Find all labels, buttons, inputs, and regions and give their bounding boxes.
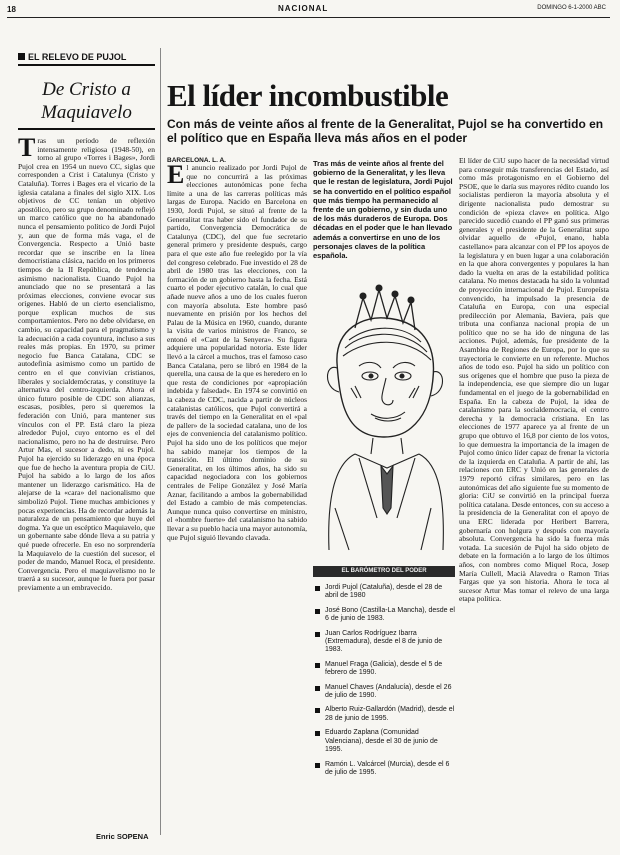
header-rule (7, 17, 610, 18)
list-item: Jordi Pujol (Cataluña), desde el 28 de abril de 1980 (313, 584, 455, 601)
section-bullet-icon (18, 53, 25, 60)
column-2-dropcap: E (167, 160, 185, 189)
list-item: Manuel Fraga (Galicia), desde el 5 de febrero de 1990. (313, 661, 455, 678)
box-list (313, 584, 455, 783)
page-number: 18 (7, 5, 16, 14)
issue-date: DOMINGO 6-1-2000 ABC (537, 5, 606, 11)
dateline: BARCELONA. L. A. (167, 157, 226, 164)
left-rule-top (18, 64, 155, 66)
box-title: EL BARÓMETRO DEL PODER (313, 566, 455, 577)
column-1-text: ras un período de reflexión intensamente religiosa (1948-50), en torno al grupo «Torres i Bages», Jordi Pujol crea en 1954 un nuevo CC, siglas que corresponden a Crist i Catalunya (Cristo y Cataluña). Torres i Bages era el vicario de la iglesia catalana a finales del siglo XIX. Los objetivos de CC tenían un objetivo apostólico, pero su grupo denominado reflejó un marco católico que no ha abandonado nunca el pensamiento político de Jordi Pujol y, aun que de forma más vaga, el de Convergencia. Respecto a Unió baste recordar que se inscribe en la línea democristiana clásica, nacido en los primeros tiempos de la II República, de tendencia asimismo nacionalista. Cuando Pujol ha anunciado que no se presentará a las próximas elecciones, conviene evocar sus orígenes. Habló de un cierto esencialismo, porque explican muchos de sus comportamientos. Pero no debe olvidarse, en cambio, su capacidad para el pragmatismo y la adecuación a cada coyuntura, incluso a sus reales más propias. En 1970, su primer negocio fue Banca Catalana, CDC se autodefinía asimismo como un partido de centro en el que convivían cristianos, liberales y socialdemócratas, y constituye la alternativa del centro-izquierda. Ahora el único futuro posible de CDC son alianzas, escasas, posibles, pero si queremos la federación con Unió, para mantener sus vínculos con el PP. Está claro la pieza alrededor Pujol, cuyo entorno es el del nacionalismo, pero no ha de destruirse. Pero Artur Mas, el sucesor a dedo, ni es Pujol. Pujol ha ejercido su liderazgo en una época que fue de hecho la aventura propia de CiU. Pujol ha sabido a lo largo de los años mantener un liderazgo carismático. Ha de alejarse de la «cara» del nacionalismo que simbolizó Pujol. Tiene muchas ambiciones y pocas experiencias. Ha de recordar además la naturaleza de un pensamiento que huye del dogma. Ya que un escéptico Maquiavelo, que un gobernante sabe dónde lleva a su patria y qué puede ofrecerle. En eso no sorprendería la Maquiavelo de la cuestión del sucesor, el poder de mando, Manuel Roca, el presidente. Convergencia. Pero el maquiavelismo no le traerá a su sucesor, aunque le fuera por pasar previamente a un embravecido. (18, 137, 155, 592)
headline: El líder incombustible (167, 78, 449, 113)
kicker-line-1: De Cristo a (42, 79, 131, 100)
list-item: Eduardo Zaplana (Comunidad Valenciana), desde el 30 de junio de 1995. (313, 729, 455, 754)
left-rule-bottom (18, 128, 155, 130)
bullet-icon (315, 686, 320, 691)
bullet-icon (315, 632, 320, 637)
section-label-text: EL RELEVO DE PUJOL (28, 52, 127, 62)
power-ranking-box (313, 566, 455, 846)
section-title: NACIONAL (278, 4, 329, 13)
bullet-icon (315, 586, 320, 591)
column-1 (18, 137, 155, 832)
list-item: Juan Carlos Rodríguez Ibarra (Extremadura), desde el 8 de junio de 1983. (313, 630, 455, 655)
bullet-icon (315, 663, 320, 668)
column-1-dropcap: T (18, 137, 36, 162)
column-2-text: l anuncio realizado por Jordi Pujol de que no concurrirá a las próximas elecciones autonómicas pone fecha límite a una de las carreras políticas más largas de Europa. Nacido en Barcelona en 1930, Jordi Pujol, se situó al frente de la Generalitat tras haber sido el fundador de su partido, Convergencia Democrática de Catalunya (CDC), del que fue secretario general primero y presidente después, cargo para el que este año fue reelegido por la vía del congreso celebrado. Fue investido el 28 de abril de 1980 tras las elecciones, con la formación de un gobierno hasta la fecha. Está cuarto el poder ejecutivo catalán, lo cual que añade nueve años a uno de los cuales fueron con mayoría absoluta. Este hombre pasó nuevamente en prisión por los hechos del Palau de la Música en 1960, cuando, durante la visita de varios ministros de Franco, se entonó el «Cant de la Senyera». Su figura adquiere una popularidad notoria. Este líder llevó a la cárcel a muchos, tras el famoso caso Banca Catalana, pero se libró en 1984 de la querella, una causa de la que es heredero en lo que resta de condiciones por «apropiación indebida y falsedad». En 1974 se convirtió en la cabeza de CDC, nacida a partir de núcleos catalanistas católicos, que Pujol convertirá a través del tiempo en la Generalitat en el «pal de paller» de la sociedad catalana, uno de los ejes de conveniencia del catalanismo político. Pujol ha sido uno de los políticos que mejor ha sabido manejar los tiempos de la transición. El último dominio de su Generalitat, en los últimos años, ha sido su capacidad negociadora con los gobiernos centrales de Felipe González y José María Aznar, facilitando a ambos la gobernabilidad del Estado a cambio de más competencias. Aunque nunca quiso convertirse en ministro, el «hombre fuerte» del catalanismo ha sabido llevar a su pueblo hacia una mayor autonomía, que Pujol siguió llevando clavada. (167, 163, 307, 542)
bullet-icon (315, 763, 320, 768)
bullet-icon (315, 708, 320, 713)
byline: Enric SOPENA (96, 832, 149, 841)
list-item: Ramón L. Valcárcel (Murcia), desde el 6 de julio de 1995. (313, 761, 455, 778)
kicker (18, 78, 155, 124)
kicker-line-2: Maquiavelo (41, 102, 132, 123)
column-divider (160, 48, 161, 835)
list-item: José Bono (Castilla-La Mancha), desde el 6 de junio de 1983. (313, 607, 455, 624)
section-label (18, 52, 126, 62)
bullet-icon (315, 609, 320, 614)
bullet-icon (315, 731, 320, 736)
list-item: Manuel Chaves (Andalucía), desde el 26 de julio de 1990. (313, 684, 455, 701)
column-3-text: El líder de CiU supo hacer de la necesidad virtud para conseguir más transferencias del Estado, así como más protagonismo en el Gobierno del PSOE, que le daría sus mayores rédito cuando los socialistas perdieron la mayoría absoluta y el dirigente nacionalista pudo demostrar su condición de «pieza clave» en política. Algo parecido sucedió cuando el PP ganó sus primeras generales y el presidente de la Generalitat supo olvidar aquello de «Pujol, enano, habla castellano» para alcanzar con el PP los apoyos de la legislatura y en buen lugar a una colaboración en la que ahora convergentes y populares la han dado la vuelta en aras de la estabilidad política catalana. No menos destacada ha sido la voluntad de proyección internacional de Pujol. Europeísta convencido, ha impulsado la presencia de Cataluña en Europa, con una especial predilección por Alemania, Baviera, país que tributa una confianza nacional propia de un político que no se ha ido de ninguna de las acciones. Pujol, además, fue presidente de la Asamblea de Regiones de Europa, por lo que su trayectoria le convierte en un referente. Muchos años de todo eso. Pujol ha sido un político con sus orígenes que el hombre que puso la pieza de la independencia, ese que siempre dio un lugar fundamental en el juego de la gobernabilidad en España. En la cabeza de Pujol, la idea de catalanismo para la socialdemocracia, el centro derecha y la democracia cristiana. En las elecciones de 1977 aparece ya al frente de un grupo que obtuvo el 16,8 por ciento de los votos, lo que demuestra la importancia de la imagen de Pujol como único líder capaz de frenar la victoria de la izquierda en Cataluña. A partir de ahí, las relaciones con ERC y Unió en las generales de 1979 reportó cifras similares, pero en las autonómicas del año siguiente fue su momento de gloria: CiU se convirtió en la principal fuerza política catalana. Desde entonces, con su acceso a la presidencia de la Generalitat con el apoyo de una ERC liderada por Heribert Barrera, gobernaría con holgura y después con mayoría absoluta. Convergencia ha sido la fuerza más votada. La sucesión de Pujol ha sido objeto de debate en la formación a lo largo de los últimos años, con nombres como Miquel Roca, Josep María Cullell, Macià Alavedra o Ramon Trias Fargas que ya son historia. Ahora le toca al sucesor Artur Mas tomar el relevo de una larga etapa política. (459, 157, 609, 604)
pujol-caricature (315, 268, 450, 558)
column-2 (167, 157, 307, 845)
list-item: Alberto Ruiz-Gallardón (Madrid), desde el 28 de junio de 1995. (313, 706, 455, 723)
subhead: Con más de veinte años al frente de la Generalitat, Pujol se ha convertido en el político que en España lleva más años en el poder (167, 117, 604, 145)
pull-quote: Tras más de veinte años al frente del gobierno de la Generalitat, y les lleva que le restan de legislatura, Jordi Pujol se ha convertido en el político español que más tiempo ha permanecido al frente de un gobierno, y sin duda uno de los más duraderos de Europa. Dos décadas en el poder que le han llevado además a convertirse en uno de los personajes claves de la política española. (313, 159, 453, 261)
column-3 (459, 157, 609, 845)
